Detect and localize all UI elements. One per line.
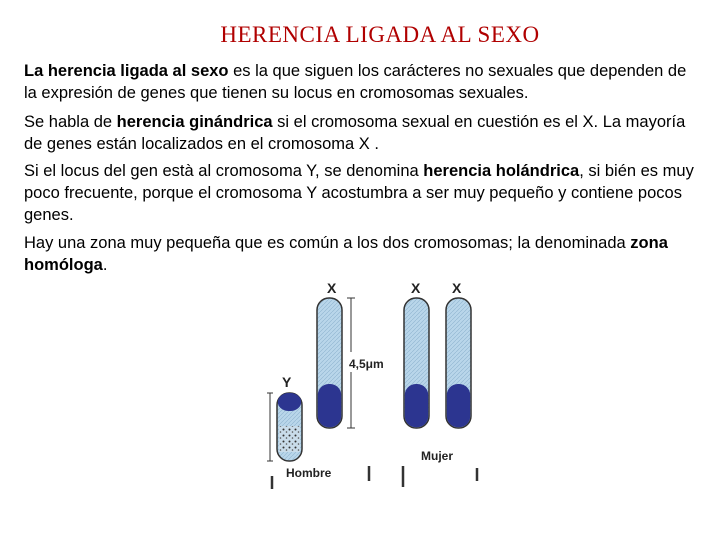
label-hombre: Hombre: [286, 466, 332, 480]
paragraph-definition: [24, 60, 700, 104]
term-herencia-holandrica: herencia holándrica: [423, 162, 580, 180]
chromosome-figure: [240, 272, 480, 502]
female-x-chromosome-2: [446, 298, 471, 428]
paragraph-text: es la que siguen los carácteres no sexuales que dependen de la expresión de genes que tienen su locus en cromosomas sexuales.: [24, 62, 687, 102]
y-chromosome-speckled-zone: [279, 426, 300, 452]
y-chromosome-dark-zone: [278, 393, 301, 411]
term-herencia-ginandrica: herencia ginándrica: [116, 113, 273, 131]
y-scale-bar: [267, 393, 273, 461]
paragraph-zona-homologa: [24, 232, 700, 276]
male-x-chromosome: [317, 298, 342, 428]
y-chromosome: [277, 393, 302, 461]
label-x-female-1: X: [411, 280, 421, 296]
x-chromosome-dark-zone: [318, 384, 341, 427]
term-zona-homologa: zona homóloga: [24, 234, 668, 274]
female-x-chromosome-1: [404, 298, 429, 428]
chromosome-diagram: [240, 272, 480, 502]
label-mujer: Mujer: [421, 449, 454, 463]
paragraph-text: Si el locus del gen està al cromosoma Y, se denomina: [24, 162, 424, 180]
page-title: HERENCIA LIGADA AL SEXO: [220, 22, 540, 47]
term-herencia-ligada: La herencia ligada al sexo: [24, 62, 229, 80]
paragraph-holandrica: [24, 160, 700, 226]
paragraph-text: Hay una zona muy pequeña que es común a los dos cromosomas; la denominada: [24, 234, 631, 252]
size-label: 4,5μm: [349, 357, 384, 371]
label-x-female-2: X: [452, 280, 462, 296]
paragraph-text: Se habla de: [24, 113, 117, 131]
paragraph-text: .: [102, 256, 108, 274]
paragraph-text: si el cromosoma sexual en cuestión es el X. La mayoría de genes están localizados en el cromosoma X .: [24, 113, 686, 153]
label-y: Y: [282, 374, 292, 390]
paragraph-ginandrica: [24, 111, 700, 155]
label-x-male: X: [327, 280, 337, 296]
paragraph-text: , si bién es muy poco frecuente, porque el cromosoma Y acostumbra a ser muy pequeño y contiene pocos genes.: [24, 162, 694, 224]
